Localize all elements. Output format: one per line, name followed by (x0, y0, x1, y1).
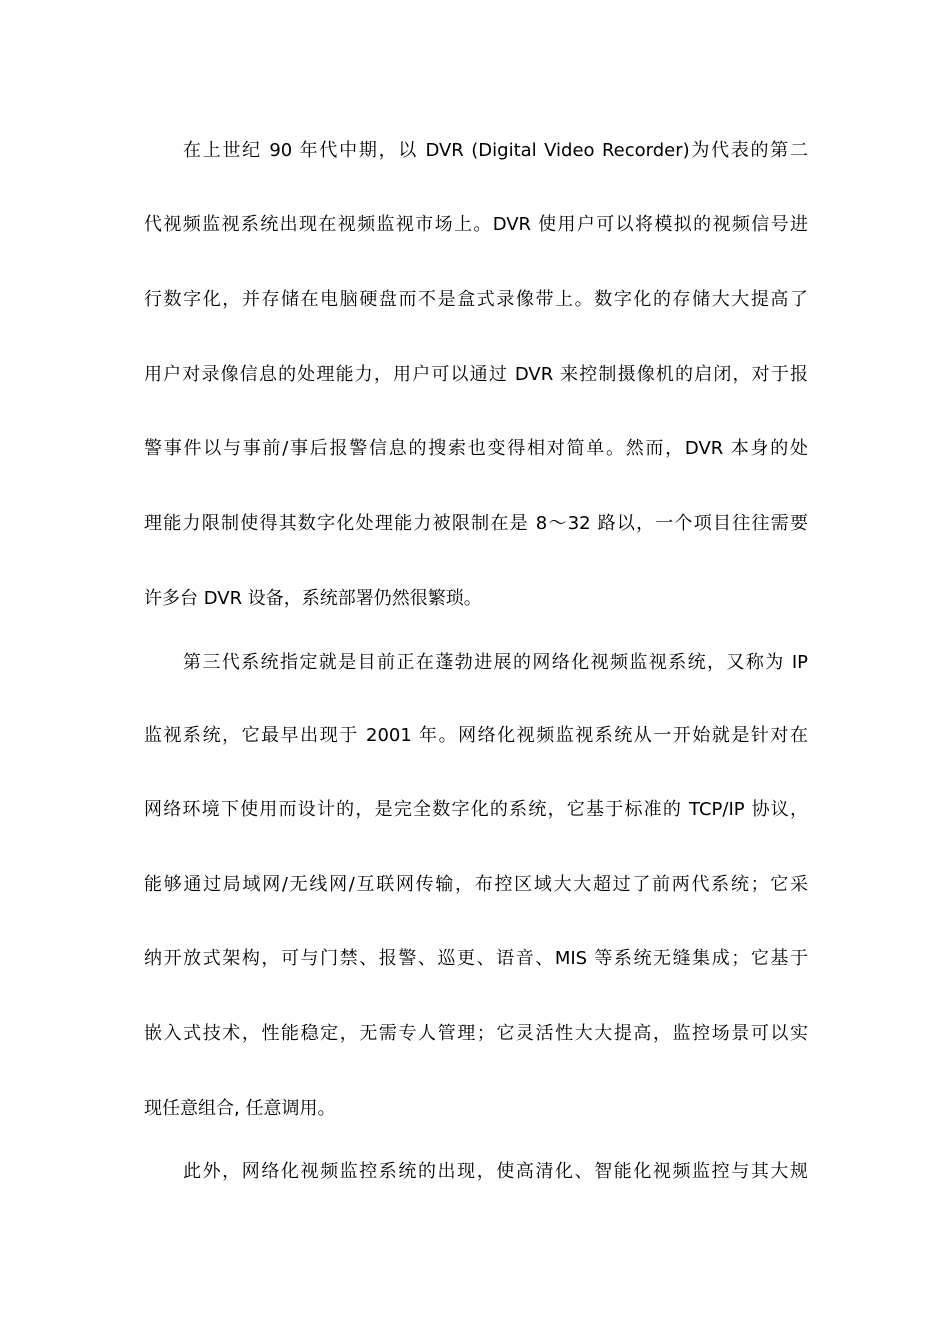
paragraph-line: 警事件以与事前/事后报警信息的搜索也变得相对简单。然而，DVR 本身的处 (144, 438, 808, 459)
paragraph-line: 用户对录像信息的处理能力，用户可以通过 DVR 来控制摄像机的启闭，对于报 (144, 364, 808, 385)
paragraph-line: 纳开放式架构，可与门禁、报警、巡更、语音、MIS 等系统无缝集成；它基于 (144, 948, 808, 969)
paragraph-line: 现任意组合, 任意调用。 (144, 1098, 336, 1119)
paragraph-line: 监视系统，它最早出现于 2001 年。网络化视频监视系统从一开始就是针对在 (144, 725, 808, 746)
paragraph-line: 第三代系统指定就是目前正在蓬勃进展的网络化视频监视系统，又称为 IP (183, 652, 808, 673)
paragraph-line: 在上世纪 90 年代中期，以 DVR (Digital Video Recorder)为代表的第二 (183, 140, 808, 161)
paragraph-line: 许多台 DVR 设备，系统部署仍然很繁琐。 (144, 588, 482, 609)
paragraph-line: 行数字化，并存储在电脑硬盘而不是盒式录像带上。数字化的存储大大提高了 (144, 289, 808, 310)
paragraph-line: 网络环境下使用而设计的，是完全数字化的系统，它基于标准的 TCP/IP 协议， (144, 799, 808, 820)
paragraph-line: 理能力限制使得其数字化处理能力被限制在是 8～32 路以，一个项目往往需要 (144, 513, 808, 534)
paragraph-line: 能够通过局域网/无线网/互联网传输，布控区域大大超过了前两代系统；它采 (144, 874, 808, 895)
paragraph-line: 此外，网络化视频监控系统的出现，使高清化、智能化视频监控与其大规 (183, 1161, 808, 1182)
paragraph-line: 嵌入式技术，性能稳定，无需专人管理；它灵活性大大提高，监控场景可以实 (144, 1023, 808, 1044)
paragraph-line: 代视频监视系统出现在视频监视市场上。DVR 使用户可以将模拟的视频信号进 (144, 214, 808, 235)
